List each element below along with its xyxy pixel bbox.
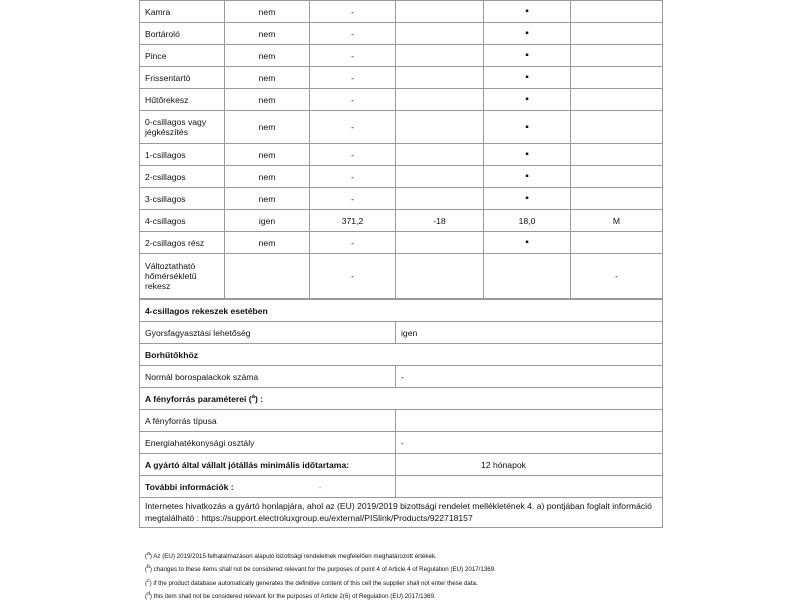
compartment-volume: - <box>310 45 396 67</box>
compartment-temp <box>396 188 484 210</box>
compartment-present: nem <box>225 188 310 210</box>
compartment-present: nem <box>225 144 310 166</box>
compartment-table <box>139 0 663 299</box>
compartment-type <box>571 232 663 254</box>
light-type-row <box>140 410 663 432</box>
more-info-value: - <box>318 481 322 492</box>
compartment-name: 0-csillagos vagy jégkészítés <box>140 111 225 144</box>
energy-class-row <box>140 432 663 454</box>
energy-class-label: Energiahatékonysági osztály <box>140 432 396 454</box>
compartment-freeze: ▪ <box>484 89 571 111</box>
compartment-freeze: ▪ <box>484 232 571 254</box>
section-table <box>139 299 663 528</box>
energy-info-sheet <box>139 0 662 528</box>
compartment-row <box>140 232 663 254</box>
compartment-volume: - <box>310 166 396 188</box>
compartment-present: nem <box>225 23 310 45</box>
compartment-type: - <box>571 254 663 299</box>
compartment-type <box>571 166 663 188</box>
compartment-temp <box>396 67 484 89</box>
compartment-volume: - <box>310 144 396 166</box>
compartment-name: 1-csillagos <box>140 144 225 166</box>
compartment-type <box>571 1 663 23</box>
footnote: ($^c$) if the product database automatically generates the definitive content of this cell the supplier shall not enter these data. <box>145 577 478 587</box>
light-type-label: A fényforrás típusa <box>140 410 396 432</box>
compartment-name: Kamra <box>140 1 225 23</box>
compartment-temp <box>396 23 484 45</box>
compartment-freeze: 18,0 <box>484 210 571 232</box>
light-heading-row <box>140 388 663 410</box>
footnotes <box>145 549 665 602</box>
internet-link-text: Internetes hivatkozás a gyártó honlapjára, ahol az (EU) 2019/2019 bizottsági rendelet mellékletének 4. a) pontjában foglalt információ megtalálható : https://support.electroluxgroup.eu/external/PISlink/Products/922718157 <box>140 498 663 528</box>
compartment-volume: - <box>310 111 396 144</box>
light-type-value <box>396 410 663 432</box>
four-star-heading: 4-csillagos rekeszek esetében <box>140 300 663 322</box>
compartment-volume: - <box>310 1 396 23</box>
wine-bottles-value: - <box>396 366 663 388</box>
compartment-freeze: ▪ <box>484 1 571 23</box>
compartment-name: 3-csillagos <box>140 188 225 210</box>
compartment-type <box>571 67 663 89</box>
footnote: ($^a$) Az (EU) 2019/2015 felhatalmazáson alapuló bizottsági rendeletnek megfelelően meghatározott értékek. <box>145 551 437 561</box>
compartment-row <box>140 89 663 111</box>
compartment-volume: - <box>310 254 396 299</box>
wine-heading-row <box>140 344 663 366</box>
compartment-freeze: ▪ <box>484 111 571 144</box>
quick-freeze-value: igen <box>396 322 663 344</box>
wine-heading: Borhűtőkhöz <box>140 344 663 366</box>
more-info-row <box>140 476 663 498</box>
compartment-temp <box>396 166 484 188</box>
compartment-row <box>140 144 663 166</box>
energy-class-value: - <box>396 432 663 454</box>
compartment-name: Változtatható hőmérsékletű rekesz <box>140 254 225 299</box>
compartment-temp <box>396 144 484 166</box>
warranty-row <box>140 454 663 476</box>
compartment-name: Bortároló <box>140 23 225 45</box>
compartment-temp <box>396 45 484 67</box>
compartment-type <box>571 188 663 210</box>
compartment-row <box>140 45 663 67</box>
compartment-present: nem <box>225 166 310 188</box>
quick-freeze-label: Gyorsfagyasztási lehetőség <box>140 322 396 344</box>
compartment-volume: - <box>310 232 396 254</box>
compartment-present: nem <box>225 89 310 111</box>
footnote: ($^d$) this item shall not be considered relevant for the purposes of Article 2(6) of Regulation (EU) 2017/1369. <box>145 591 436 601</box>
compartment-present <box>225 254 310 299</box>
compartment-volume: - <box>310 89 396 111</box>
compartment-present: igen <box>225 210 310 232</box>
compartment-type <box>571 23 663 45</box>
compartment-row <box>140 1 663 23</box>
compartment-row <box>140 67 663 89</box>
compartment-temp: -18 <box>396 210 484 232</box>
compartment-row <box>140 23 663 45</box>
light-heading: A fényforrás paraméterei ($^a$) : <box>140 388 663 410</box>
compartment-row <box>140 254 663 299</box>
compartment-freeze: ▪ <box>484 166 571 188</box>
wine-bottles-label: Normál borospalackok száma <box>140 366 396 388</box>
warranty-label: A gyártó által vállalt jótállás minimális időtartama: <box>140 454 396 476</box>
compartment-type <box>571 89 663 111</box>
compartment-freeze: ▪ <box>484 45 571 67</box>
warranty-value: 12 hónapok <box>396 454 663 476</box>
compartment-name: Frissentartó <box>140 67 225 89</box>
compartment-temp <box>396 232 484 254</box>
compartment-type: M <box>571 210 663 232</box>
footnote: ($^b$) changes to these items shall not be considered relevant for the purposes of point 4 of Article 4 of Regulation (EU) 2017/1369. <box>145 564 496 574</box>
compartment-type <box>571 45 663 67</box>
compartment-volume: 371,2 <box>310 210 396 232</box>
compartment-name: 4-csillagos <box>140 210 225 232</box>
compartment-name: Pince <box>140 45 225 67</box>
compartment-name: 2-csillagos rész <box>140 232 225 254</box>
compartment-temp <box>396 89 484 111</box>
four-star-heading-row <box>140 300 663 322</box>
compartment-present: nem <box>225 111 310 144</box>
wine-bottles-row <box>140 366 663 388</box>
compartment-temp <box>396 1 484 23</box>
compartment-present: nem <box>225 1 310 23</box>
compartment-present: nem <box>225 45 310 67</box>
compartment-volume: - <box>310 67 396 89</box>
compartment-row <box>140 210 663 232</box>
compartment-row <box>140 188 663 210</box>
compartment-temp <box>396 111 484 144</box>
quick-freeze-row <box>140 322 663 344</box>
compartment-type <box>571 144 663 166</box>
compartment-temp <box>396 254 484 299</box>
compartment-volume: - <box>310 188 396 210</box>
compartment-freeze <box>484 254 571 299</box>
compartment-freeze: ▪ <box>484 144 571 166</box>
compartment-freeze: ▪ <box>484 188 571 210</box>
compartment-freeze: ▪ <box>484 67 571 89</box>
compartment-name: Hűtőrekesz <box>140 89 225 111</box>
compartment-type <box>571 111 663 144</box>
compartment-present: nem <box>225 67 310 89</box>
compartment-freeze: ▪ <box>484 23 571 45</box>
compartment-row <box>140 166 663 188</box>
internet-link-row <box>140 498 663 528</box>
compartment-name: 2-csillagos <box>140 166 225 188</box>
compartment-row <box>140 111 663 144</box>
more-info-empty <box>396 476 663 498</box>
compartment-volume: - <box>310 23 396 45</box>
more-info-label: További információk : - <box>140 476 396 498</box>
compartment-present: nem <box>225 232 310 254</box>
